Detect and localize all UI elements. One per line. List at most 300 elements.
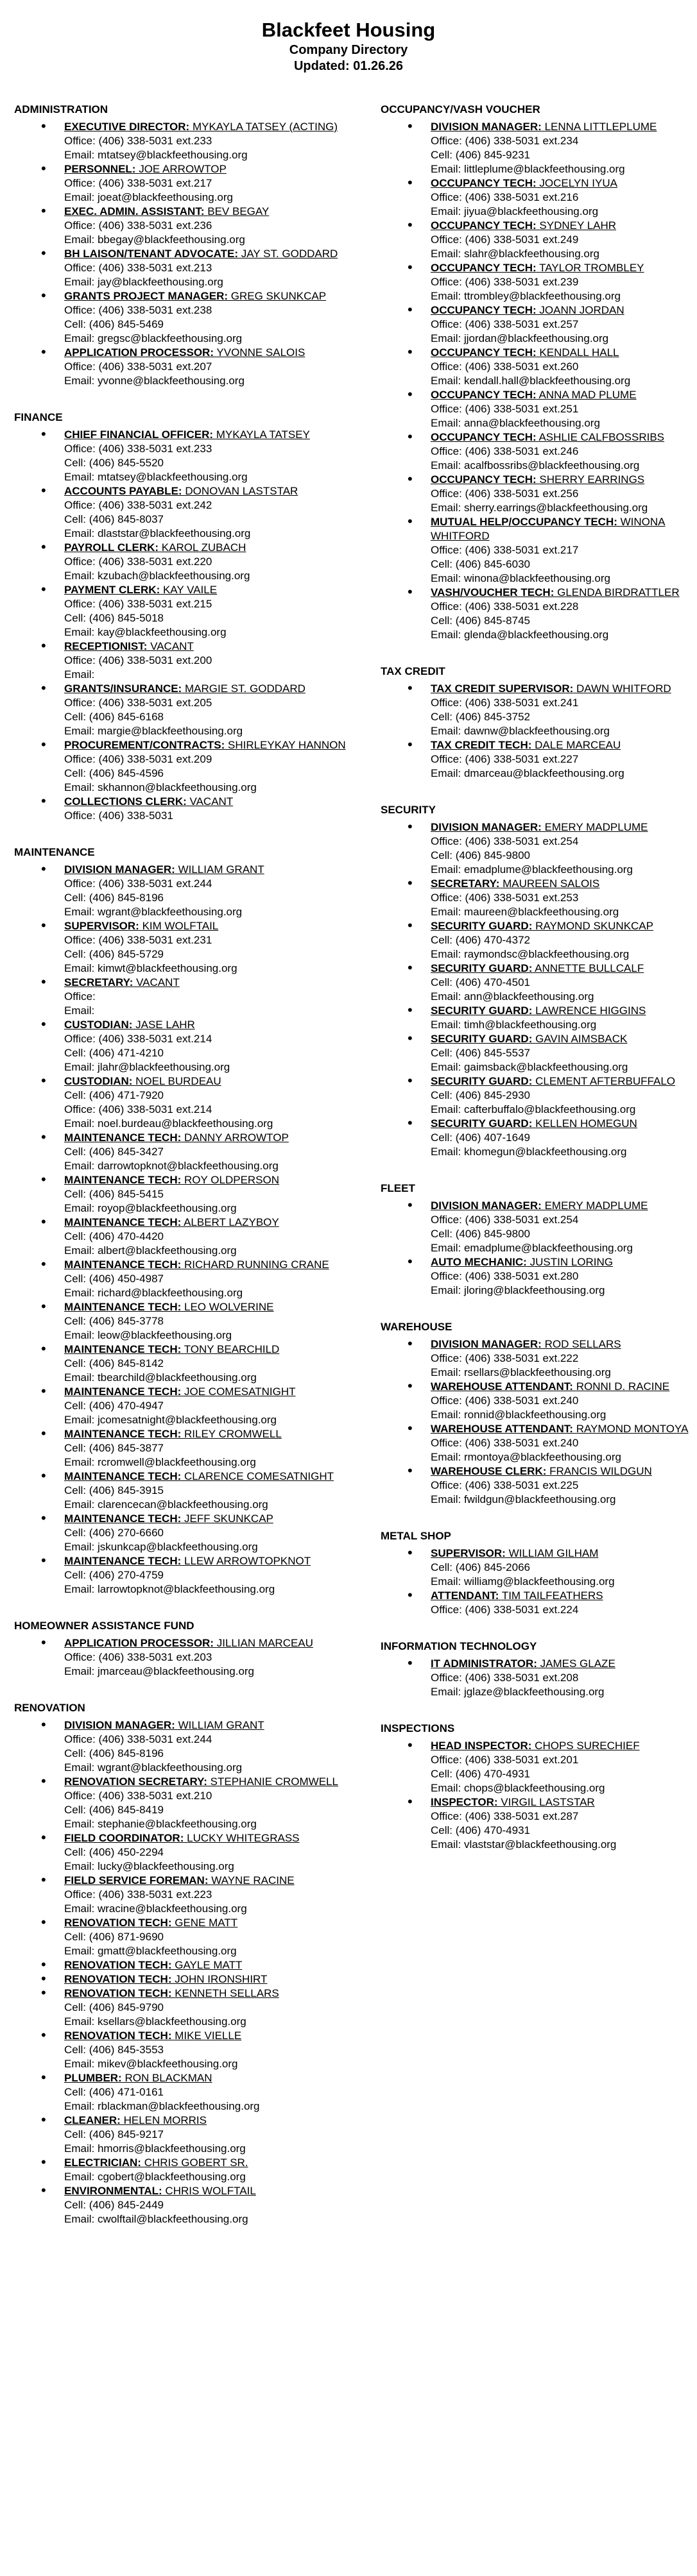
directory-entry bbox=[381, 1657, 697, 1699]
job-title: OCCUPANCY TECH: bbox=[431, 219, 537, 232]
cell-phone: Cell: (406) 470-4931 bbox=[431, 1824, 530, 1836]
job-title: OCCUPANCY TECH: bbox=[431, 262, 537, 274]
entry-heading bbox=[64, 1343, 374, 1357]
directory-entry bbox=[14, 583, 374, 640]
email-address: Email: bbox=[64, 668, 95, 681]
directory-entry bbox=[14, 1775, 374, 1831]
updated-date: Updated: 01.26.26 bbox=[293, 59, 404, 73]
email-address: Email: winona@blackfeethousing.org bbox=[431, 572, 610, 584]
entry-heading bbox=[431, 473, 697, 487]
directory-entry bbox=[381, 1004, 697, 1032]
email-address: Email: rsellars@blackfeethousing.org bbox=[431, 1366, 611, 1378]
employee-name: EMERY MADPLUME bbox=[544, 821, 648, 833]
employee-name: GENE MATT bbox=[175, 1917, 238, 1929]
entry-title-name bbox=[64, 1385, 296, 1398]
directory-entry bbox=[14, 2156, 374, 2184]
entry-title-name bbox=[431, 1117, 637, 1130]
job-title: IT ADMINISTRATOR: bbox=[431, 1657, 537, 1670]
directory-entry bbox=[381, 1337, 697, 1380]
entry-heading bbox=[431, 430, 697, 445]
directory-entry bbox=[14, 1131, 374, 1173]
job-title: RENOVATION TECH: bbox=[64, 1917, 172, 1929]
job-title: FIELD COORDINATOR: bbox=[64, 1832, 184, 1844]
office-phone: Office: (406) 338-5031 ext.246 bbox=[431, 445, 579, 457]
email-address: Email: joeat@blackfeethousing.org bbox=[64, 191, 233, 203]
directory-entry bbox=[381, 176, 697, 219]
entry-heading bbox=[64, 1385, 374, 1399]
entry-heading bbox=[431, 1380, 697, 1394]
entry-title-name bbox=[431, 739, 621, 751]
email-address: Email: lucky@blackfeethousing.org bbox=[64, 1860, 234, 1872]
section-administration bbox=[14, 103, 374, 388]
directory-entry bbox=[381, 1199, 697, 1255]
email-address: Email: albert@blackfeethousing.org bbox=[64, 1244, 237, 1257]
entry-title-name bbox=[431, 516, 666, 542]
employee-name: VIRGIL LASTSTAR bbox=[501, 1796, 595, 1808]
entry-heading bbox=[431, 303, 697, 318]
section-information-technology bbox=[381, 1640, 697, 1699]
office-phone: Office: (406) 338-5031 ext.200 bbox=[64, 654, 212, 666]
directory-entry bbox=[381, 1589, 697, 1617]
employee-name: FRANCIS WILDGUN bbox=[549, 1465, 652, 1477]
directory-entry bbox=[14, 1385, 374, 1427]
employee-name: WILLIAM GRANT bbox=[178, 1719, 264, 1731]
cell-phone: Cell: (406) 845-8037 bbox=[64, 513, 164, 525]
job-title: COLLECTIONS CLERK: bbox=[64, 795, 187, 808]
entry-heading bbox=[64, 2114, 374, 2128]
entry-heading bbox=[431, 1255, 697, 1269]
entry-title-name bbox=[431, 877, 599, 890]
office-phone: Office: (406) 338-5031 ext.208 bbox=[431, 1672, 579, 1684]
email-address: Email: tbearchild@blackfeethousing.org bbox=[64, 1371, 257, 1384]
entry-title-name bbox=[64, 976, 180, 988]
directory-entry bbox=[381, 877, 697, 919]
employee-name: VACANT bbox=[136, 976, 180, 988]
entry-title-name bbox=[64, 121, 338, 133]
entry-heading bbox=[64, 1427, 374, 1441]
cell-phone: Cell: (406) 845-2449 bbox=[64, 2199, 164, 2211]
entry-title-name bbox=[64, 1075, 221, 1087]
email-address: Email: rcromwell@blackfeethousing.org bbox=[64, 1456, 256, 1468]
entry-heading bbox=[431, 219, 697, 233]
directory-entry bbox=[381, 962, 697, 1004]
entry-title-name bbox=[431, 1657, 615, 1670]
employee-name: JOHN IRONSHIRT bbox=[175, 1973, 268, 1985]
employee-name: RON BLACKMAN bbox=[125, 2072, 212, 2084]
entry-heading bbox=[64, 1718, 374, 1733]
employee-name: JOE COMESATNIGHT bbox=[184, 1385, 296, 1398]
cell-phone: Cell: (406) 470-4501 bbox=[431, 976, 530, 988]
employee-name: CHRIS GOBERT SR. bbox=[144, 2157, 248, 2169]
section-maintenance bbox=[14, 845, 374, 1597]
entry-heading bbox=[64, 583, 374, 597]
entry-heading bbox=[64, 738, 374, 752]
job-title: MAINTENANCE TECH: bbox=[64, 1174, 182, 1186]
email-address: Email: jloring@blackfeethousing.org bbox=[431, 1284, 605, 1296]
job-title: SECURITY GUARD: bbox=[431, 962, 533, 974]
entry-heading bbox=[431, 346, 697, 360]
entry-title-name bbox=[64, 1637, 313, 1649]
email-address: Email: jmarceau@blackfeethousing.org bbox=[64, 1665, 255, 1677]
directory-entry bbox=[381, 1795, 697, 1852]
entry-title-name bbox=[64, 640, 194, 652]
directory-entry bbox=[14, 1554, 374, 1597]
entry-heading bbox=[431, 1032, 697, 1046]
cell-phone: Cell: (406) 270-6660 bbox=[64, 1527, 164, 1539]
entry-heading bbox=[64, 2156, 374, 2170]
email-address: Email: littleplume@blackfeethousing.org bbox=[431, 163, 625, 175]
entry-title-name bbox=[64, 1019, 195, 1031]
entry-heading bbox=[431, 962, 697, 976]
directory-entry bbox=[14, 1831, 374, 1874]
cell-phone: Cell: (406) 845-3752 bbox=[431, 711, 530, 723]
office-phone: Office: (406) 338-5031 ext.231 bbox=[64, 934, 212, 946]
employee-name: RAYMOND SKUNKCAP bbox=[535, 920, 653, 932]
directory-entry bbox=[14, 1470, 374, 1512]
cell-phone: Cell: (406) 845-6168 bbox=[64, 711, 164, 723]
entry-heading bbox=[64, 863, 374, 877]
entry-title-name bbox=[64, 1513, 273, 1525]
office-phone: Office: (406) 338-5031 ext.254 bbox=[431, 835, 579, 847]
directory-entry bbox=[14, 795, 374, 823]
directory-entry bbox=[14, 1427, 374, 1470]
cell-phone: Cell: (406) 845-3877 bbox=[64, 1442, 164, 1454]
entry-title-name bbox=[431, 219, 616, 232]
entry-heading bbox=[64, 640, 374, 654]
entry-heading bbox=[431, 176, 697, 191]
email-address: Email: jiyua@blackfeethousing.org bbox=[431, 205, 599, 217]
entry-heading bbox=[431, 820, 697, 835]
office-phone: Office: (406) 338-5031 ext.241 bbox=[431, 697, 579, 709]
job-title: TAX CREDIT SUPERVISOR: bbox=[431, 682, 574, 695]
entry-title-name bbox=[64, 346, 305, 359]
job-title: SUPERVISOR: bbox=[431, 1547, 506, 1559]
email-address: Email: kzubach@blackfeethousing.org bbox=[64, 570, 250, 582]
section-security bbox=[381, 803, 697, 1159]
entry-heading bbox=[64, 541, 374, 555]
office-phone: Office: (406) 338-5031 ext.210 bbox=[64, 1790, 212, 1802]
email-address: Email: slahr@blackfeethousing.org bbox=[431, 248, 599, 260]
office-phone: Office: (406) 338-5031 ext.214 bbox=[64, 1033, 212, 1045]
job-title: DIVISION MANAGER: bbox=[431, 821, 542, 833]
section-title: HOMEOWNER ASSISTANCE FUND bbox=[14, 1620, 194, 1632]
employee-name: RILEY CROMWELL bbox=[184, 1428, 282, 1440]
job-title: CUSTODIAN: bbox=[64, 1019, 133, 1031]
email-address: Email: hmorris@blackfeethousing.org bbox=[64, 2142, 246, 2155]
office-phone: Office: (406) 338-5031 ext.251 bbox=[431, 403, 579, 415]
job-title: PROCUREMENT/CONTRACTS: bbox=[64, 739, 225, 751]
entry-title-name bbox=[64, 863, 264, 876]
office-phone: Office: (406) 338-5031 ext.256 bbox=[431, 487, 579, 500]
job-title: SUPERVISOR: bbox=[64, 920, 139, 932]
entry-title-name bbox=[64, 1917, 237, 1929]
entry-title-name bbox=[64, 428, 310, 441]
cell-phone: Cell: (406) 845-8196 bbox=[64, 892, 164, 904]
entry-title-name bbox=[64, 1343, 279, 1355]
directory-entry bbox=[14, 1300, 374, 1343]
employee-name: CHOPS SURECHIEF bbox=[535, 1740, 640, 1752]
email-address: Email: kendall.hall@blackfeethousing.org bbox=[431, 375, 631, 387]
cell-phone: Cell: (406) 845-5729 bbox=[64, 948, 164, 960]
entry-heading bbox=[64, 1173, 374, 1187]
entry-heading bbox=[431, 261, 697, 275]
cell-phone: Cell: (406) 845-5469 bbox=[64, 318, 164, 330]
entry-title-name bbox=[64, 1719, 264, 1731]
entry-title-name bbox=[431, 1004, 646, 1017]
entry-title-name bbox=[64, 2157, 248, 2169]
job-title: DIVISION MANAGER: bbox=[431, 1199, 542, 1212]
email-address: Email: wgrant@blackfeethousing.org bbox=[64, 906, 243, 918]
email-address: Email: jcomesatnight@blackfeethousing.org bbox=[64, 1414, 277, 1426]
section-homeowner-assistance-fund bbox=[14, 1619, 374, 1679]
entry-title-name bbox=[431, 586, 680, 598]
employee-name: JASE LAHR bbox=[135, 1019, 195, 1031]
directory-entry bbox=[381, 820, 697, 877]
directory-entry bbox=[381, 919, 697, 962]
job-title: APPLICATION PROCESSOR: bbox=[64, 346, 214, 359]
employee-name: CHRIS WOLFTAIL bbox=[165, 2185, 256, 2197]
office-phone: Office: (406) 338-5031 ext.207 bbox=[64, 360, 212, 373]
email-address: Email: vlaststar@blackfeethousing.org bbox=[431, 1838, 617, 1851]
cell-phone: Cell: (406) 470-4420 bbox=[64, 1230, 164, 1242]
directory-entry bbox=[381, 1032, 697, 1074]
entry-title-name bbox=[431, 821, 648, 833]
left-column bbox=[14, 103, 374, 2249]
employee-name: JEFF SKUNKCAP bbox=[184, 1513, 273, 1525]
email-address: Email: kay@blackfeethousing.org bbox=[64, 626, 227, 638]
employee-name: DONOVAN LASTSTAR bbox=[185, 485, 298, 497]
entry-heading bbox=[431, 1464, 697, 1479]
office-phone: Office: (406) 338-5031 ext.201 bbox=[431, 1754, 579, 1766]
employee-name: KIM WOLFTAIL bbox=[142, 920, 219, 932]
cell-phone: Cell: (406) 845-5415 bbox=[64, 1188, 164, 1200]
email-address: Email: raymondsc@blackfeethousing.org bbox=[431, 948, 630, 960]
directory-entry bbox=[14, 640, 374, 682]
cell-phone: Cell: (406) 845-3553 bbox=[64, 2044, 164, 2056]
employee-name: LENNA LITTLEPLUME bbox=[544, 121, 657, 133]
employee-name: GAYLE MATT bbox=[175, 1959, 243, 1971]
office-phone: Office: (406) 338-5031 ext.203 bbox=[64, 1651, 212, 1663]
directory-entry bbox=[14, 346, 374, 388]
employee-name: EMERY MADPLUME bbox=[544, 1199, 648, 1212]
office-phone: Office: bbox=[64, 990, 96, 1003]
email-address: Email: richard@blackfeethousing.org bbox=[64, 1287, 243, 1299]
job-title: CHIEF FINANCIAL OFFICER: bbox=[64, 428, 214, 441]
cell-phone: Cell: (406) 845-3915 bbox=[64, 1484, 164, 1496]
cell-phone: Cell: (406) 845-8745 bbox=[431, 614, 530, 627]
cell-phone: Cell: (406) 845-9800 bbox=[431, 849, 530, 861]
entry-heading bbox=[431, 1589, 697, 1603]
email-address: Email: ronnid@blackfeethousing.org bbox=[431, 1409, 607, 1421]
email-address: Email: dmarceau@blackfeethousing.org bbox=[431, 767, 624, 779]
entry-title-name bbox=[64, 2114, 207, 2126]
entry-title-name bbox=[64, 1470, 334, 1482]
job-title: RENOVATION TECH: bbox=[64, 1959, 172, 1971]
cell-phone: Cell: (406) 845-5520 bbox=[64, 457, 164, 469]
entry-heading bbox=[64, 2184, 374, 2198]
job-title: RENOVATION SECRETARY: bbox=[64, 1775, 207, 1788]
email-address: Email: jay@blackfeethousing.org bbox=[64, 276, 223, 288]
directory-entry bbox=[381, 303, 697, 346]
email-address: Email: kimwt@blackfeethousing.org bbox=[64, 962, 237, 974]
email-address: Email: glenda@blackfeethousing.org bbox=[431, 629, 609, 641]
directory-entry bbox=[381, 346, 697, 388]
job-title: SECURITY GUARD: bbox=[431, 1033, 533, 1045]
directory-entry bbox=[14, 1916, 374, 1958]
employee-name: ROD SELLARS bbox=[544, 1338, 621, 1350]
entry-title-name bbox=[431, 389, 637, 401]
cell-phone: Cell: (406) 845-2930 bbox=[431, 1089, 530, 1101]
office-phone: Office: (406) 338-5031 ext.222 bbox=[431, 1352, 579, 1364]
employee-name: MYKAYLA TATSEY bbox=[216, 428, 310, 441]
entry-title-name bbox=[431, 346, 619, 359]
employee-name: WINONA WHITFORD bbox=[431, 516, 666, 542]
email-address: Email: larrowtopknot@blackfeethousing.org bbox=[64, 1583, 275, 1595]
entry-title-name bbox=[64, 1216, 279, 1228]
entry-heading bbox=[64, 976, 374, 990]
employee-name: ASHLIE CALFBOSSRIBS bbox=[538, 431, 665, 443]
email-address: Email: maureen@blackfeethousing.org bbox=[431, 906, 619, 918]
entry-title-name bbox=[64, 682, 305, 695]
job-title: ELECTRICIAN: bbox=[64, 2157, 141, 2169]
office-phone: Office: (406) 338-5031 ext.220 bbox=[64, 555, 212, 568]
job-title: DIVISION MANAGER: bbox=[431, 121, 542, 133]
entry-heading bbox=[64, 484, 374, 498]
job-title: MAINTENANCE TECH: bbox=[64, 1428, 182, 1440]
employee-name: NOEL BURDEAU bbox=[135, 1075, 221, 1087]
directory-entry bbox=[381, 219, 697, 261]
entry-heading bbox=[64, 919, 374, 933]
office-phone: Office: (406) 338-5031 ext.287 bbox=[431, 1810, 579, 1822]
email-address: Email: leow@blackfeethousing.org bbox=[64, 1329, 232, 1341]
cell-phone: Cell: (406) 845-8142 bbox=[64, 1357, 164, 1369]
job-title: SECRETARY: bbox=[431, 877, 500, 890]
entry-title-name bbox=[431, 1423, 688, 1435]
entry-heading bbox=[431, 1074, 697, 1089]
entry-title-name bbox=[64, 248, 338, 260]
directory-entry bbox=[14, 919, 374, 976]
office-phone: Office: (406) 338-5031 ext.240 bbox=[431, 1394, 579, 1407]
cell-phone: Cell: (406) 845-3778 bbox=[64, 1315, 164, 1327]
job-title: WAREHOUSE ATTENDANT: bbox=[431, 1423, 573, 1435]
entry-heading bbox=[64, 205, 374, 219]
email-address: Email: cwolftail@blackfeethousing.org bbox=[64, 2213, 248, 2225]
entry-title-name bbox=[431, 1796, 595, 1808]
directory-entry bbox=[14, 484, 374, 541]
office-phone: Office: (406) 338-5031 ext.227 bbox=[431, 753, 579, 765]
directory-entry bbox=[381, 1380, 697, 1422]
cell-phone: Cell: (406) 270-4759 bbox=[64, 1569, 164, 1581]
entry-title-name bbox=[431, 682, 671, 695]
job-title: MAINTENANCE TECH: bbox=[64, 1131, 182, 1144]
entry-title-name bbox=[64, 290, 326, 302]
directory-entry bbox=[14, 1972, 374, 1987]
email-address: Email: chops@blackfeethousing.org bbox=[431, 1782, 605, 1794]
employee-name: GAVIN AIMSBACK bbox=[535, 1033, 628, 1045]
entry-title-name bbox=[64, 1959, 242, 1971]
office-phone: Office: (406) 338-5031 ext.234 bbox=[431, 135, 579, 147]
job-title: SECURITY GUARD: bbox=[431, 1117, 533, 1130]
entry-title-name bbox=[64, 1301, 274, 1313]
entry-heading bbox=[64, 1916, 374, 1930]
employee-name: GREG SKUNKCAP bbox=[230, 290, 327, 302]
entry-heading bbox=[64, 346, 374, 360]
directory-entry bbox=[14, 541, 374, 583]
entry-title-name bbox=[431, 1740, 640, 1752]
entry-heading bbox=[64, 1512, 374, 1526]
job-title: PAYMENT CLERK: bbox=[64, 584, 160, 596]
job-title: EXEC. ADMIN. ASSISTANT: bbox=[64, 205, 205, 217]
office-phone: Office: (406) 338-5031 ext.213 bbox=[64, 262, 212, 274]
entry-title-name bbox=[64, 2072, 212, 2084]
entry-heading bbox=[64, 2071, 374, 2085]
email-address: Email: dawnw@blackfeethousing.org bbox=[431, 725, 610, 737]
section-title: WAREHOUSE bbox=[381, 1321, 452, 1333]
employee-name: SHIRLEYKAY HANNON bbox=[228, 739, 346, 751]
cell-phone: Cell: (406) 450-2294 bbox=[64, 1846, 164, 1858]
email-address: Email: cafterbuffalo@blackfeethousing.org bbox=[431, 1103, 636, 1115]
job-title: GRANTS PROJECT MANAGER: bbox=[64, 290, 228, 302]
office-phone: Office: (406) 338-5031 ext.236 bbox=[64, 219, 212, 232]
job-title: ACCOUNTS PAYABLE: bbox=[64, 485, 182, 497]
employee-name: KENDALL HALL bbox=[539, 346, 619, 359]
job-title: PLUMBER: bbox=[64, 2072, 122, 2084]
entry-heading bbox=[64, 1831, 374, 1845]
entry-title-name bbox=[64, 541, 246, 554]
office-phone: Office: (406) 338-5031 ext.217 bbox=[431, 544, 579, 556]
entry-title-name bbox=[64, 1987, 279, 1999]
entry-heading bbox=[431, 1795, 697, 1809]
entry-title-name bbox=[64, 920, 218, 932]
section-title: INFORMATION TECHNOLOGY bbox=[381, 1640, 537, 1652]
employee-name: MAUREEN SALOIS bbox=[503, 877, 600, 890]
office-phone: Office: (406) 338-5031 ext.249 bbox=[431, 233, 579, 246]
section-renovation bbox=[14, 1701, 374, 2226]
right-column bbox=[381, 103, 697, 1874]
directory-entry bbox=[381, 388, 697, 430]
entry-title-name bbox=[64, 2029, 241, 2042]
email-address: Email: jlahr@blackfeethousing.org bbox=[64, 1061, 230, 1073]
email-address: Email: jjordan@blackfeethousing.org bbox=[431, 332, 609, 344]
job-title: MAINTENANCE TECH: bbox=[64, 1555, 182, 1567]
directory-entry bbox=[14, 1874, 374, 1916]
directory-entry bbox=[14, 428, 374, 484]
entry-title-name bbox=[64, 1874, 295, 1886]
employee-name: JOANN JORDAN bbox=[539, 304, 624, 316]
directory-entry bbox=[381, 1074, 697, 1117]
office-phone: Office: (406) 338-5031 bbox=[64, 809, 173, 822]
directory-entry bbox=[381, 473, 697, 515]
email-address: Email: bbox=[64, 1004, 95, 1017]
employee-name: HELEN MORRIS bbox=[123, 2114, 207, 2126]
email-address: Email: sherry.earrings@blackfeethousing.org bbox=[431, 502, 648, 514]
cell-phone: Cell: (406) 845-4596 bbox=[64, 767, 164, 779]
section-metal-shop bbox=[381, 1529, 697, 1617]
office-phone: Office: (406) 338-5031 ext.225 bbox=[431, 1479, 579, 1491]
employee-name: JUSTIN LORING bbox=[529, 1256, 613, 1268]
job-title: PAYROLL CLERK: bbox=[64, 541, 159, 554]
job-title: MAINTENANCE TECH: bbox=[64, 1513, 182, 1525]
entry-heading bbox=[431, 1004, 697, 1018]
office-phone: Office: (406) 338-5031 ext.257 bbox=[431, 318, 579, 330]
section-title: RENOVATION bbox=[14, 1702, 85, 1714]
entry-heading bbox=[64, 1018, 374, 1032]
email-address: Email: anna@blackfeethousing.org bbox=[431, 417, 600, 429]
directory-entry bbox=[381, 738, 697, 781]
office-phone: Office: (406) 338-5031 ext.244 bbox=[64, 1733, 212, 1745]
email-address: Email: stephanie@blackfeethousing.org bbox=[64, 1818, 257, 1830]
directory-entry bbox=[381, 1546, 697, 1589]
